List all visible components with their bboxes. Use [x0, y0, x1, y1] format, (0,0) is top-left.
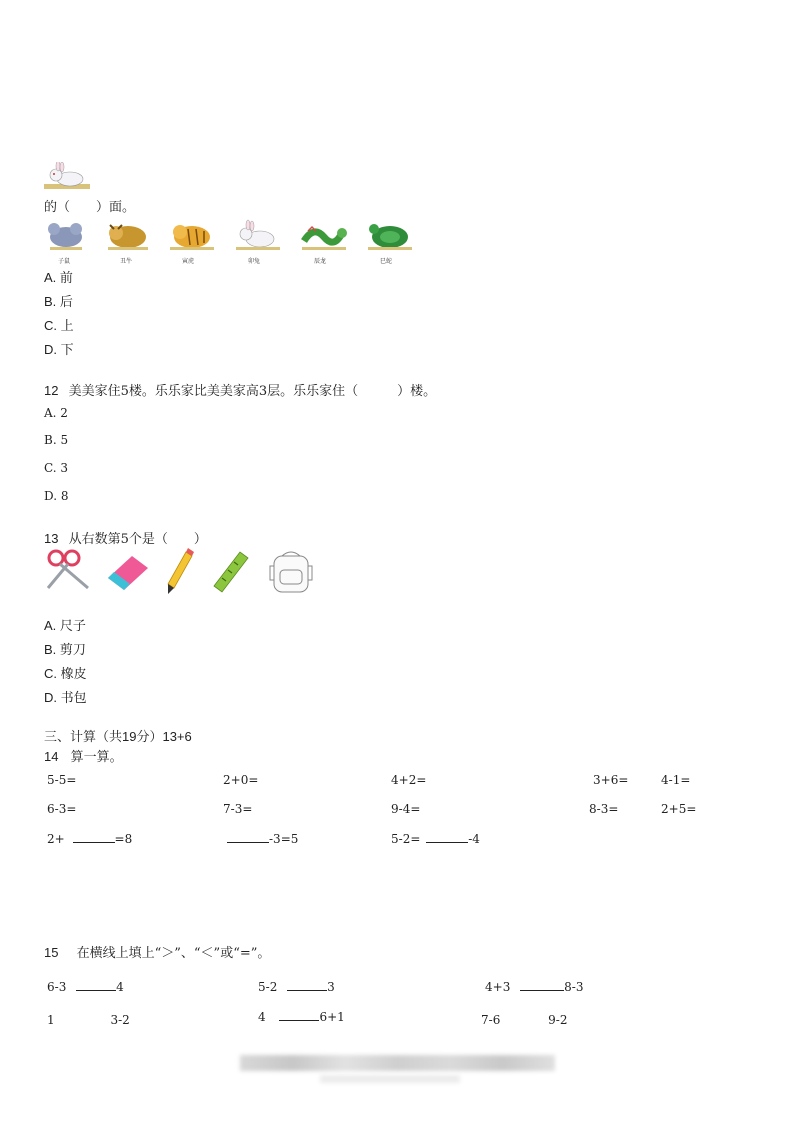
q15-question	[44, 942, 270, 961]
q15-r1-c3	[485, 978, 583, 994]
q11-option-b[interactable]: B. 后	[44, 294, 73, 309]
q15-r2-c3-left: 7-6	[481, 1013, 501, 1027]
q14-r1-c4: 3+6=	[593, 773, 629, 787]
dragon-icon	[302, 227, 347, 250]
snake-icon	[368, 224, 412, 250]
answer-blank[interactable]	[520, 978, 564, 991]
q14-r3-c1-post: =8	[114, 832, 133, 846]
q13-option-a[interactable]: A. 尺子	[44, 618, 86, 633]
answer-blank[interactable]	[426, 830, 468, 843]
zodiac-animals-row	[44, 219, 416, 265]
q15-r2-c1-right: 3-2	[110, 1013, 130, 1027]
q14-r1-c2: 2+0=	[223, 773, 259, 787]
q15-r1-c2-right: 3	[327, 980, 335, 994]
q13-option-b[interactable]: B. 剪刀	[44, 642, 86, 657]
q14-r2-c3: 9-4=	[391, 802, 421, 816]
q14-r3-c1	[47, 830, 132, 846]
q14-r2-c4: 8-3=	[589, 802, 619, 816]
rabbit-icon	[236, 220, 280, 250]
q11-text: 的（ ）面。	[44, 200, 136, 215]
q14-r3-c3	[391, 830, 480, 846]
q14-text: 算一算。	[70, 750, 123, 765]
q15-number: 15	[44, 945, 59, 960]
q14-r1-c1: 5-5=	[47, 773, 77, 787]
q14-question	[44, 746, 123, 765]
q15-r2-c2-right: 6+1	[319, 1010, 345, 1024]
q15-r1-c1-right: 4	[116, 980, 124, 994]
q14-r2-c1: 6-3=	[47, 802, 77, 816]
q15-r2-c2-left: 4	[258, 1010, 266, 1024]
q12-option-d[interactable]: D. 8	[44, 489, 69, 503]
q15-r2-c1-left: 1	[47, 1013, 55, 1027]
stationery-images-row	[44, 548, 324, 596]
blurred-footer-sub	[320, 1075, 460, 1083]
tiger-icon	[170, 225, 214, 250]
q12-text: 美美家住5楼。乐乐家比美美家高3层。乐乐家住（ ）楼。	[68, 384, 437, 399]
q12-question	[44, 380, 436, 399]
q15-r1-c1	[47, 978, 124, 994]
blurred-footer	[240, 1055, 555, 1071]
q15-r1-c1-left: 6-3	[47, 980, 67, 994]
q14-number: 14	[44, 749, 59, 764]
q12-option-c[interactable]: C. 3	[44, 461, 69, 475]
answer-blank[interactable]	[73, 830, 115, 843]
q12-option-a[interactable]: A. 2	[44, 406, 68, 420]
rat-icon	[48, 223, 82, 250]
q15-r2-c2	[258, 1008, 345, 1024]
q13-number: 13	[44, 531, 59, 546]
q13-option-c[interactable]: C. 橡皮	[44, 666, 87, 681]
q14-r3-c3-post: -4	[468, 832, 480, 846]
q14-r1-c3: 4+2=	[391, 773, 427, 787]
q13-text: 从右数第5个是（ ）	[68, 532, 207, 547]
q15-r2-c3	[481, 1013, 567, 1027]
q15-r1-c3-right: 8-3	[564, 980, 584, 994]
q14-r3-c1-pre: 2+	[47, 832, 65, 846]
q14-r3-c2-post: -3=5	[269, 832, 299, 846]
section-3-title: 三、计算（共19分）13+6	[44, 729, 192, 744]
rabbit-label: 卯兔	[248, 258, 261, 265]
q14-r3-c3-pre: 5-2=	[391, 832, 421, 846]
q14-r2-c5: 2+5=	[661, 802, 697, 816]
answer-blank[interactable]	[227, 830, 269, 843]
rat-label: 子鼠	[58, 258, 71, 265]
q15-r1-c2	[258, 978, 335, 994]
eraser-icon	[108, 556, 148, 590]
q15-r2-c1	[47, 1013, 130, 1027]
scissors-icon	[48, 551, 88, 588]
ruler-icon	[214, 552, 248, 592]
pencil-icon	[168, 548, 194, 594]
ox-icon	[108, 225, 148, 250]
answer-blank[interactable]	[76, 978, 116, 991]
tiger-label: 寅虎	[182, 258, 195, 265]
q12-option-b[interactable]: B. 5	[44, 433, 69, 447]
q14-r2-c2: 7-3=	[223, 802, 253, 816]
answer-blank[interactable]	[279, 1008, 319, 1021]
q15-r1-c3-left: 4+3	[485, 980, 511, 994]
q11-option-d[interactable]: D. 下	[44, 342, 74, 357]
backpack-icon	[270, 552, 312, 592]
rabbit-image-top	[44, 162, 90, 190]
q11-option-c[interactable]: C. 上	[44, 318, 74, 333]
q14-r3-c2	[227, 830, 298, 846]
q13-option-d[interactable]: D. 书包	[44, 690, 87, 705]
q13-question	[44, 528, 207, 547]
q11-option-a[interactable]: A. 前	[44, 270, 73, 285]
q15-text: 在横线上填上“＞”、“＜”或“=”。	[76, 946, 271, 961]
answer-blank[interactable]	[287, 978, 327, 991]
q12-number: 12	[44, 383, 59, 398]
ox-label: 丑牛	[120, 258, 133, 265]
snake-label: 巳蛇	[380, 258, 393, 265]
dragon-label: 辰龙	[314, 258, 327, 265]
q15-r2-c3-right: 9-2	[548, 1013, 568, 1027]
q15-r1-c2-left: 5-2	[258, 980, 278, 994]
q14-r1-c5: 4-1=	[661, 773, 691, 787]
